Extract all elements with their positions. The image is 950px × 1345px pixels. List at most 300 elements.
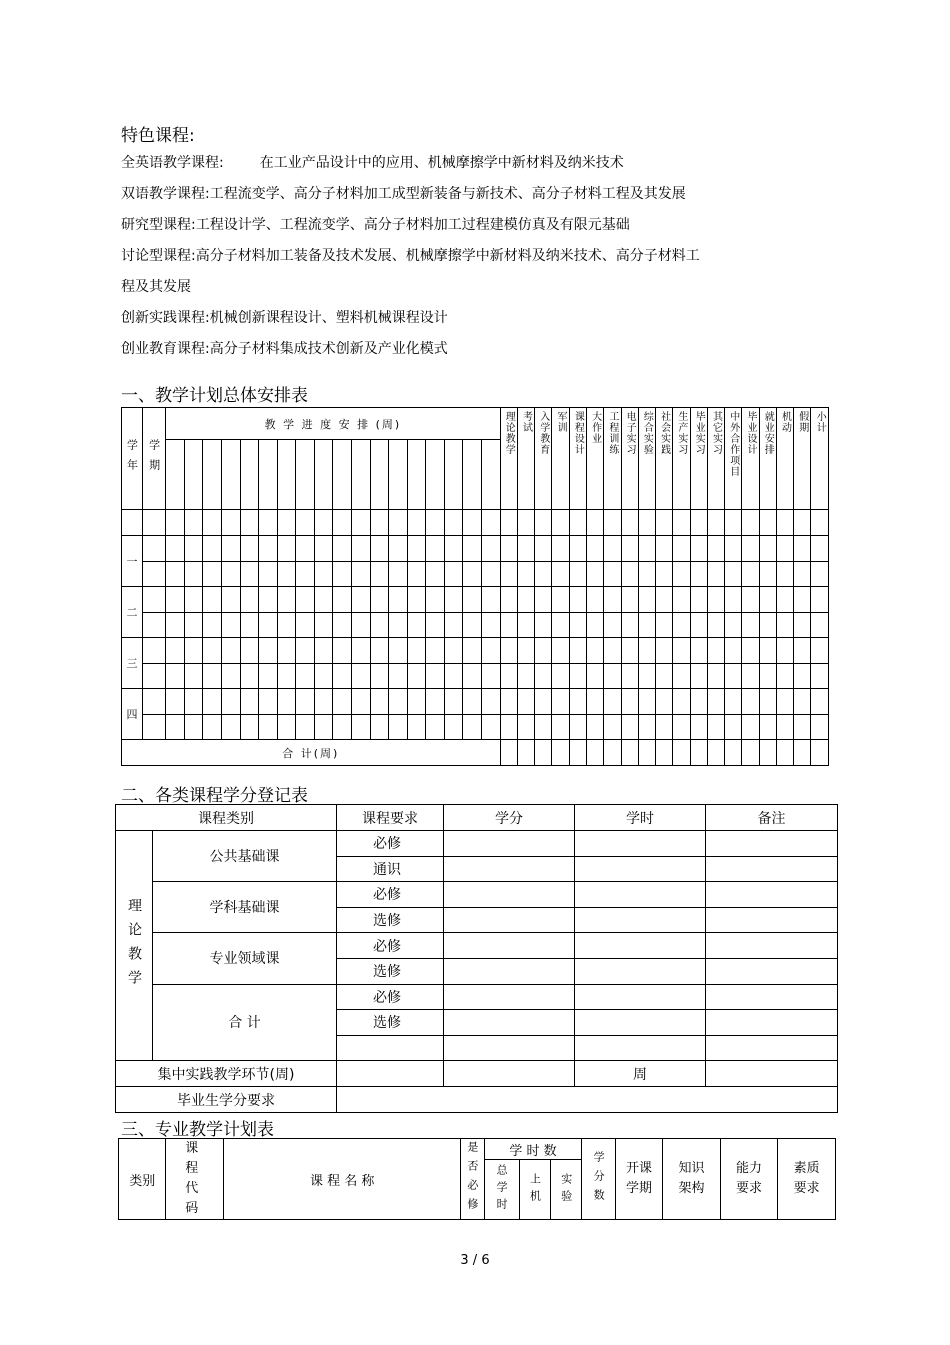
credit-registration-table [115,804,838,1113]
grid-cell [370,714,389,740]
grid-cell [638,587,655,613]
th-category-11: 毕业实习 [690,408,707,510]
grid-cell [759,612,776,638]
grid-cell [656,587,673,613]
practice-unit: 周 [575,1061,706,1087]
grid-cell [690,689,707,715]
grid-cell [500,536,517,562]
grid-cell [569,663,586,689]
grid-cell [426,561,445,587]
intro-label: 双语教学课程: [121,186,210,202]
grid-cell [184,536,203,562]
grid-cell [296,612,315,638]
grid-cell [500,740,517,766]
grid-cell [776,663,793,689]
week-cell [463,440,482,510]
intro-text: 机械创新课程设计、塑料机械课程设计 [209,310,448,326]
intro-label: 创新实践课程: [121,310,210,326]
grid-cell [333,587,352,613]
grid-cell [759,714,776,740]
week-cell [203,440,222,510]
grid-cell [259,689,278,715]
grid-cell [500,587,517,613]
grid-cell [166,638,185,664]
grid-cell [370,536,389,562]
grid-cell [621,612,638,638]
grid-cell [673,612,690,638]
grid-cell [296,714,315,740]
course-requirement [337,1035,444,1061]
grid-cell [656,612,673,638]
grid-cell [277,587,296,613]
grid-cell [586,663,603,689]
grid-cell [604,536,621,562]
featured-courses-title: 特色课程: [121,126,195,146]
grid-cell [604,587,621,613]
grid-cell [184,714,203,740]
th-category-10: 生产实习 [673,408,690,510]
grid-cell [517,689,534,715]
grid-cell [184,663,203,689]
grid-cell [482,663,501,689]
grid-cell [569,536,586,562]
th-category-15: 就业安排 [759,408,776,510]
grid-cell [535,663,552,689]
grid-cell [500,561,517,587]
grid-cell [463,638,482,664]
grid-cell [351,714,370,740]
grid-cell [389,638,408,664]
grid-cell [552,587,569,613]
grid-cell [277,714,296,740]
grid-cell [277,689,296,715]
grid-cell [690,714,707,740]
grid-cell [240,663,259,689]
grid-cell [794,714,811,740]
grid-cell [656,663,673,689]
grid-cell [203,612,222,638]
grid-cell [742,663,759,689]
grid-cell [351,612,370,638]
grid-cell [444,663,463,689]
course-category: 公共基础课 [153,831,337,882]
week-cell [351,440,370,510]
grid-cell [463,612,482,638]
grid-cell [725,740,742,766]
grid-cell [759,638,776,664]
th-credits: 学分数 [582,1139,615,1220]
th-quality: 素质要求 [778,1139,836,1220]
grid-cell [444,689,463,715]
th-category-9: 社会实践 [656,408,673,510]
grid-cell [240,714,259,740]
grid-cell [638,561,655,587]
grid-cell [463,663,482,689]
grid-cell [240,689,259,715]
th-category-16: 机动 [776,408,793,510]
grid-cell [296,536,315,562]
grid-cell [604,689,621,715]
intro-text: 工程设计学、工程流变学、高分子材料加工过程建模仿真及有限元基础 [195,217,630,233]
grid-cell [203,663,222,689]
grid-cell [794,587,811,613]
grid-cell [389,587,408,613]
intro-label: 研究型课程: [121,217,196,233]
th-hours-total: 总学时 [484,1160,519,1220]
week-cell [426,440,445,510]
grid-cell [370,689,389,715]
graduation-credit-label: 毕业生学分要求 [116,1087,337,1113]
theory-teaching-label: 理论教学 [116,831,153,1061]
grid-cell [604,663,621,689]
grid-cell [407,587,426,613]
grid-cell [463,561,482,587]
course-category: 合 计 [153,984,337,1061]
grid-cell [517,561,534,587]
grid-cell [725,638,742,664]
grid-cell [444,714,463,740]
grid-cell [259,561,278,587]
grid-cell [690,638,707,664]
grid-cell [811,561,829,587]
grid-cell [586,740,603,766]
grid-cell [444,536,463,562]
grid-cell [426,587,445,613]
grid-cell [184,561,203,587]
intro-label: 创业教育课程: [121,341,210,357]
grid-cell [389,612,408,638]
grid-cell [517,612,534,638]
grid-cell [351,587,370,613]
grid-cell [296,561,315,587]
year-1: 一 [122,536,143,587]
grid-cell [742,587,759,613]
grid-cell [314,587,333,613]
grid-cell [166,561,185,587]
grid-cell [517,638,534,664]
th-category-7: 电子实习 [621,408,638,510]
grid-cell [638,536,655,562]
grid-cell [725,536,742,562]
th-course-code: 课程代码 [166,1139,224,1220]
grid-cell [759,689,776,715]
grid-cell [742,536,759,562]
grid-cell [811,587,829,613]
grid-cell [277,612,296,638]
overall-schedule-table [121,407,829,766]
grid-cell [463,587,482,613]
week-cell [333,440,352,510]
grid-cell [296,638,315,664]
grid-cell [725,587,742,613]
grid-cell [621,536,638,562]
grid-cell [707,587,724,613]
grid-cell [482,714,501,740]
grid-cell [759,561,776,587]
grid-cell [370,561,389,587]
th-category-13: 中外合作项目 [725,408,742,510]
course-category: 学科基础课 [153,882,337,933]
grid-cell [604,740,621,766]
intro-text: 高分子材料加工装备及技术发展、机械摩擦学中新材料及纳米技术、高分子材料工 [195,248,700,264]
th-col-2: 学分 [444,805,575,831]
grid-cell [351,663,370,689]
grid-cell [569,689,586,715]
grid-cell [604,714,621,740]
grid-cell [586,638,603,664]
grid-cell [500,612,517,638]
grid-cell [552,638,569,664]
grid-cell [656,689,673,715]
th-category-14: 毕业设计 [742,408,759,510]
grid-cell [690,536,707,562]
grid-cell [333,561,352,587]
th-category-3: 军训 [552,408,569,510]
grid-cell [259,587,278,613]
grid-cell [333,612,352,638]
grid-cell [604,561,621,587]
grid-cell [621,561,638,587]
grid-cell [586,714,603,740]
grid-cell [569,587,586,613]
grid-cell [221,536,240,562]
grid-cell [389,714,408,740]
grid-cell [370,638,389,664]
grid-cell [240,561,259,587]
course-requirement: 选修 [337,1010,444,1036]
grid-cell [690,740,707,766]
grid-cell [586,612,603,638]
grid-cell [638,689,655,715]
intro-text: 工程流变学、高分子材料加工成型新装备与新技术、高分子材料工程及其发展 [209,186,686,202]
week-cell [370,440,389,510]
grid-cell [742,638,759,664]
th-year: 学年 [122,408,143,510]
grid-cell [621,638,638,664]
grid-cell [407,536,426,562]
grid-cell [370,587,389,613]
total-label: 合 计(周) [122,740,501,766]
grid-cell [604,638,621,664]
grid-cell [604,612,621,638]
grid-cell [621,587,638,613]
grid-cell [482,587,501,613]
grid-cell [370,612,389,638]
section1-title: 一、教学计划总体安排表 [121,386,308,406]
week-cell [314,440,333,510]
grid-cell [500,714,517,740]
grid-cell [221,561,240,587]
grid-cell [314,638,333,664]
grid-cell [535,740,552,766]
grid-cell [690,663,707,689]
grid-cell [742,689,759,715]
grid-cell [500,638,517,664]
grid-cell [221,587,240,613]
th-required: 是否必修 [461,1139,484,1220]
course-category: 专业领域课 [153,933,337,984]
th-col-1: 课程要求 [337,805,444,831]
th-hours-lab: 实验 [551,1160,582,1220]
grid-cell [482,638,501,664]
grid-cell [742,714,759,740]
grid-cell [673,638,690,664]
grid-cell [535,714,552,740]
grid-cell [776,638,793,664]
th-category-17: 假期 [794,408,811,510]
section3-title: 三、专业教学计划表 [121,1120,274,1140]
grid-cell [277,536,296,562]
grid-cell [759,663,776,689]
grid-cell [259,638,278,664]
grid-cell [552,689,569,715]
grid-cell [638,714,655,740]
year-3: 三 [122,638,143,689]
grid-cell [552,561,569,587]
grid-cell [426,612,445,638]
week-cell [259,440,278,510]
grid-cell [351,638,370,664]
grid-cell [552,740,569,766]
intro-line [121,183,686,203]
grid-cell [351,689,370,715]
week-cell [407,440,426,510]
th-course-category: 课程类别 [116,805,337,831]
week-cell [296,440,315,510]
grid-cell [656,740,673,766]
week-cell [482,440,501,510]
grid-cell [656,536,673,562]
grid-cell [811,689,829,715]
grid-cell [166,587,185,613]
th-col-3: 学时 [575,805,706,831]
th-category-5: 大作业 [586,408,603,510]
intro-line [121,276,191,296]
grid-cell [535,587,552,613]
grid-cell [221,638,240,664]
grid-cell [638,638,655,664]
grid-cell [742,612,759,638]
grid-cell [351,561,370,587]
grid-cell [463,536,482,562]
th-term: 开课学期 [615,1139,662,1220]
grid-cell [482,689,501,715]
grid-cell [444,612,463,638]
th-category-12: 其它实习 [707,408,724,510]
week-cell [444,440,463,510]
grid-cell [725,663,742,689]
grid-cell [794,689,811,715]
grid-cell [389,663,408,689]
grid-cell [759,536,776,562]
grid-cell [673,714,690,740]
grid-cell [517,587,534,613]
th-ability: 能力要求 [720,1139,778,1220]
grid-cell [166,714,185,740]
grid-cell [166,536,185,562]
grid-cell [517,663,534,689]
grid-cell [259,536,278,562]
grid-cell [811,638,829,664]
grid-cell [221,714,240,740]
grid-cell [203,536,222,562]
intro-text: 高分子材料集成技术创新及产业化模式 [209,341,448,357]
grid-cell [552,663,569,689]
grid-cell [535,612,552,638]
grid-cell [776,587,793,613]
th-hours-machine: 上机 [519,1160,550,1220]
grid-cell [586,536,603,562]
grid-cell [333,689,352,715]
grid-cell [314,561,333,587]
grid-cell [240,638,259,664]
grid-cell [673,587,690,613]
intro-line [121,307,448,327]
grid-cell [203,714,222,740]
week-cell [166,440,185,510]
grid-cell [314,536,333,562]
grid-cell [314,663,333,689]
grid-cell [184,612,203,638]
grid-cell [203,638,222,664]
intro-text: 程及其发展 [121,279,191,295]
grid-cell [794,740,811,766]
grid-cell [482,561,501,587]
th-course-name: 课 程 名 称 [224,1139,461,1220]
page-number: 3 / 6 [460,1253,490,1268]
section2-title: 二、各类课程学分登记表 [121,786,308,806]
grid-cell [725,689,742,715]
grid-cell [314,714,333,740]
grid-cell [444,587,463,613]
grid-cell [444,638,463,664]
th-category-2: 入学教育 [535,408,552,510]
grid-cell [552,612,569,638]
grid-cell [463,689,482,715]
th-term: 学期 [143,408,166,510]
grid-cell [794,612,811,638]
grid-cell [725,714,742,740]
intro-line [121,338,448,358]
course-requirement: 必修 [337,984,444,1010]
grid-cell [240,612,259,638]
grid-cell [482,536,501,562]
grid-cell [221,689,240,715]
grid-cell [389,689,408,715]
grid-cell [569,561,586,587]
grid-cell [500,663,517,689]
grid-cell [638,663,655,689]
grid-cell [203,561,222,587]
grid-cell [500,689,517,715]
week-cell [277,440,296,510]
grid-cell [517,740,534,766]
course-requirement: 通识 [337,856,444,882]
grid-cell [656,714,673,740]
grid-cell [333,536,352,562]
grid-cell [277,638,296,664]
grid-cell [776,740,793,766]
grid-cell [426,638,445,664]
grid-cell [426,714,445,740]
th-category-0: 理论教学 [500,408,517,510]
grid-cell [673,536,690,562]
week-cell [221,440,240,510]
week-cell [240,440,259,510]
grid-cell [426,689,445,715]
grid-cell [673,740,690,766]
grid-cell [221,663,240,689]
